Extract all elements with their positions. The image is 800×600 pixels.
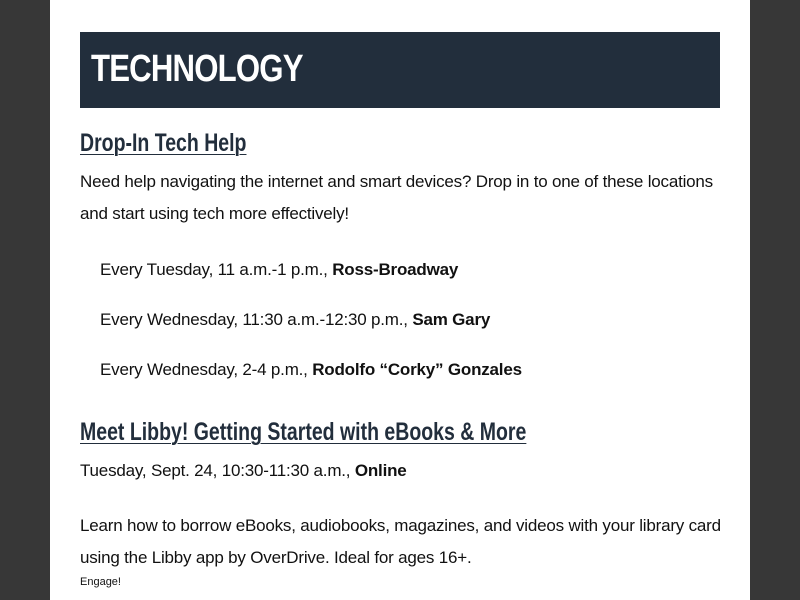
event-datetime: [80, 459, 407, 483]
engage-label: Engage!: [80, 576, 121, 588]
libby-description: Learn how to borrow eBooks, audiobooks, magazines, and videos with your library card using the Libby app by OverDrive. Ideal for ages 16+.: [80, 516, 721, 567]
schedule-item: [100, 258, 458, 282]
schedule-location: Sam Gary: [412, 310, 491, 329]
schedule-location: Ross-Broadway: [332, 260, 459, 279]
page-content: [50, 0, 750, 600]
drop-in-tech-help-link[interactable]: Drop-In Tech Help: [80, 129, 247, 157]
schedule-time: Every Wednesday, 11:30 a.m.-12:30 p.m.,: [100, 310, 413, 329]
section-banner: [80, 32, 720, 108]
schedule-time: Every Wednesday, 2-4 p.m.,: [100, 360, 313, 379]
schedule-item: [100, 308, 490, 332]
event-location: Online: [354, 461, 407, 480]
schedule-item: [100, 358, 522, 382]
schedule-time: Every Tuesday, 11 a.m.-1 p.m.,: [100, 260, 333, 279]
event-date: Tuesday, Sept. 24, 10:30-11:30 a.m.,: [80, 461, 355, 480]
meet-libby-link[interactable]: Meet Libby! Getting Started with eBooks & More: [80, 418, 527, 446]
drop-in-description: Need help navigating the internet and smart devices? Drop in to one of these locations and start using tech more effectively!: [80, 172, 713, 223]
section-title: TECHNOLOGY: [91, 48, 303, 90]
schedule-location: Rodolfo “Corky” Gonzales: [312, 360, 522, 379]
